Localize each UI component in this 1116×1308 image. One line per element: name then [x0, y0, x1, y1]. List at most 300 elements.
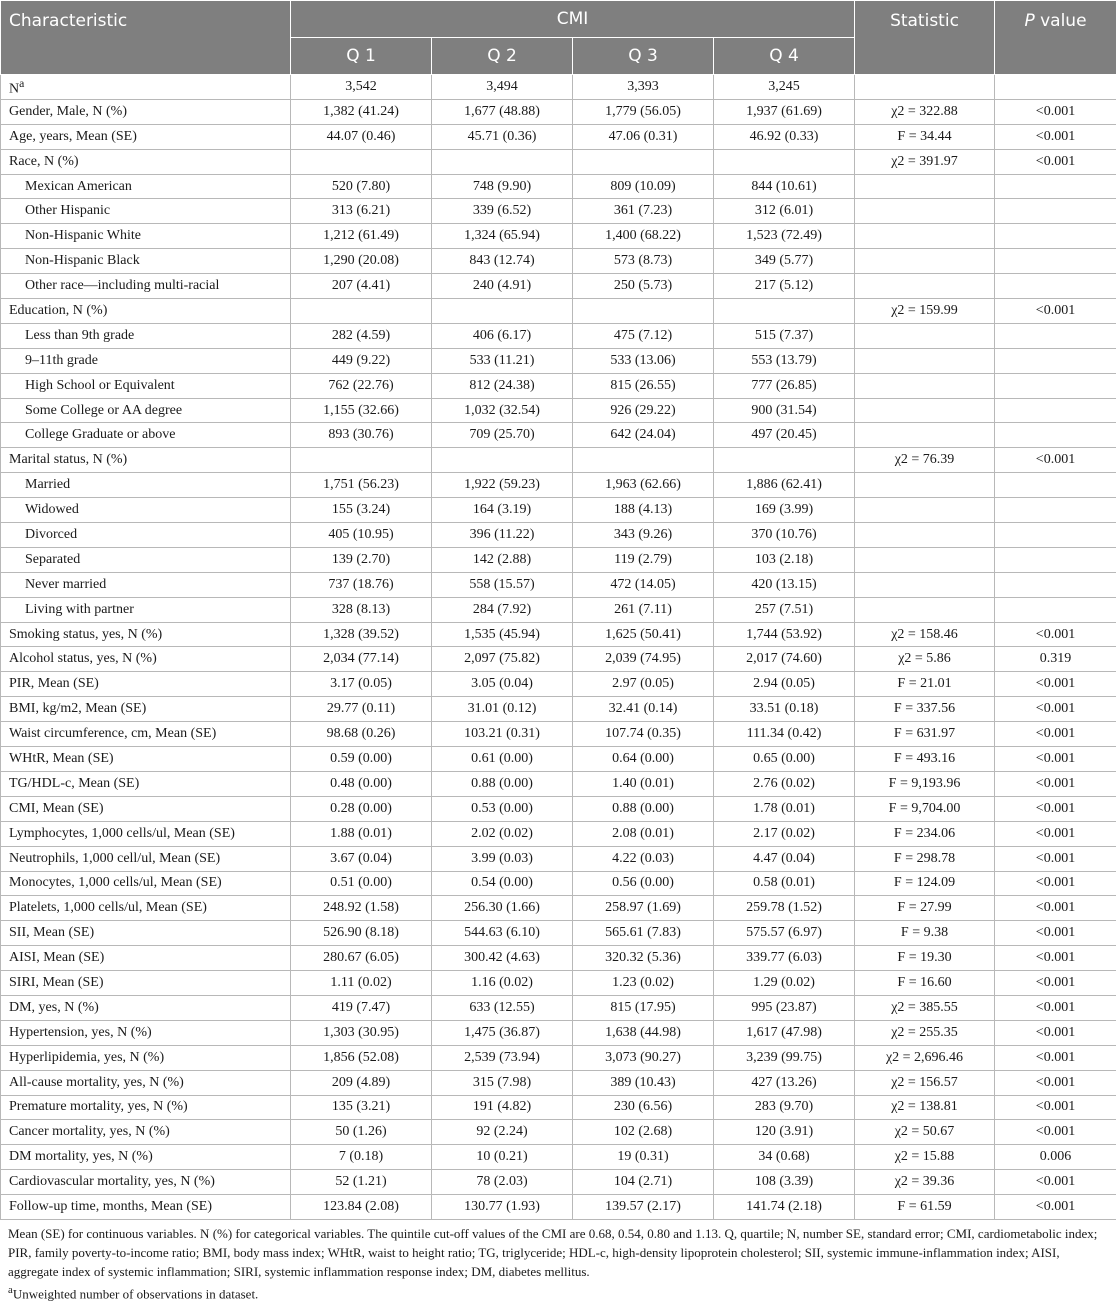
row-label — [1, 1020, 291, 1045]
cell-statistic — [855, 572, 995, 597]
cell-p-value — [995, 249, 1116, 274]
cell-statistic — [855, 423, 995, 448]
cell-statistic: F = 631.97 — [855, 722, 995, 747]
row-label — [1, 199, 291, 224]
cell-q3: 250 (5.73) — [573, 274, 714, 299]
cell-q1: 282 (4.59) — [291, 323, 432, 348]
cell-q3: 815 (26.55) — [573, 373, 714, 398]
cell-q2: 0.61 (0.00) — [432, 747, 573, 772]
cell-q1: 2,034 (77.14) — [291, 647, 432, 672]
cell-p-value — [995, 224, 1116, 249]
row-label — [1, 722, 291, 747]
cell-q2 — [432, 448, 573, 473]
row-label-text: Hyperlipidemia, yes, N (%) — [9, 1049, 165, 1065]
row-label-text: Living with partner — [25, 601, 134, 617]
cell-q4: 0.58 (0.01) — [714, 871, 855, 896]
cell-q2: 45.71 (0.36) — [432, 124, 573, 149]
table-body — [1, 75, 1116, 1220]
cell-q4: 1.78 (0.01) — [714, 796, 855, 821]
cell-p-value — [995, 398, 1116, 423]
cell-q3: 815 (17.95) — [573, 995, 714, 1020]
cell-statistic — [855, 224, 995, 249]
cell-q1: 1,155 (32.66) — [291, 398, 432, 423]
cell-q1: 762 (22.76) — [291, 373, 432, 398]
table-row — [1, 398, 1116, 423]
cell-q1: 313 (6.21) — [291, 199, 432, 224]
cell-q2: 1,475 (36.87) — [432, 1020, 573, 1045]
cell-p-value: <0.001 — [995, 1045, 1116, 1070]
row-label — [1, 323, 291, 348]
row-label-text: Cardiovascular mortality, yes, N (%) — [9, 1174, 215, 1190]
table-row — [1, 99, 1116, 124]
row-label — [1, 622, 291, 647]
cell-q3: 2.08 (0.01) — [573, 821, 714, 846]
cell-q3: 32.41 (0.14) — [573, 697, 714, 722]
row-label — [1, 149, 291, 174]
cell-q3: 3,073 (90.27) — [573, 1045, 714, 1070]
cell-q1: 1.88 (0.01) — [291, 821, 432, 846]
table-row — [1, 1020, 1116, 1045]
table-row — [1, 423, 1116, 448]
cell-statistic — [855, 75, 995, 100]
row-label — [1, 124, 291, 149]
cell-statistic: F = 337.56 — [855, 697, 995, 722]
table-row — [1, 672, 1116, 697]
cell-q4: 108 (3.39) — [714, 1170, 855, 1195]
row-label — [1, 1095, 291, 1120]
cell-q2: 533 (11.21) — [432, 348, 573, 373]
cell-q4: 259.78 (1.52) — [714, 896, 855, 921]
row-label — [1, 75, 291, 100]
cell-q4: 1,617 (47.98) — [714, 1020, 855, 1045]
cell-q3: 107.74 (0.35) — [573, 722, 714, 747]
header-q3: Q 3 — [573, 38, 714, 75]
cell-p-value: <0.001 — [995, 995, 1116, 1020]
cell-q4: 34 (0.68) — [714, 1145, 855, 1170]
cell-p-value — [995, 423, 1116, 448]
cell-q2: 544.63 (6.10) — [432, 921, 573, 946]
cell-q1: 248.92 (1.58) — [291, 896, 432, 921]
cell-q2: 78 (2.03) — [432, 1170, 573, 1195]
cell-q1: 1,382 (41.24) — [291, 99, 432, 124]
cell-q4: 141.74 (2.18) — [714, 1195, 855, 1220]
cell-p-value: <0.001 — [995, 622, 1116, 647]
cell-q1: 1,328 (39.52) — [291, 622, 432, 647]
cell-q4: 553 (13.79) — [714, 348, 855, 373]
cell-q2: 1.16 (0.02) — [432, 971, 573, 996]
cell-statistic — [855, 323, 995, 348]
row-label — [1, 99, 291, 124]
cell-p-value — [995, 274, 1116, 299]
table-row — [1, 871, 1116, 896]
cell-q1: 44.07 (0.46) — [291, 124, 432, 149]
cell-statistic: F = 493.16 — [855, 747, 995, 772]
row-label — [1, 921, 291, 946]
cell-q4: 1,523 (72.49) — [714, 224, 855, 249]
row-label-text: Some College or AA degree — [25, 402, 183, 418]
cell-p-value: <0.001 — [995, 747, 1116, 772]
cell-statistic: χ2 = 255.35 — [855, 1020, 995, 1045]
cell-p-value: <0.001 — [995, 99, 1116, 124]
row-label — [1, 547, 291, 572]
cell-p-value: <0.001 — [995, 672, 1116, 697]
cell-q3: 472 (14.05) — [573, 572, 714, 597]
cell-q1: 50 (1.26) — [291, 1120, 432, 1145]
cell-q1: 1,290 (20.08) — [291, 249, 432, 274]
table-row — [1, 323, 1116, 348]
cell-q3 — [573, 299, 714, 324]
cell-q3: 102 (2.68) — [573, 1120, 714, 1145]
cell-q3: 1,779 (56.05) — [573, 99, 714, 124]
table-header — [1, 1, 1116, 75]
cell-statistic: χ2 = 50.67 — [855, 1120, 995, 1145]
table-row — [1, 448, 1116, 473]
table-row — [1, 722, 1116, 747]
cell-q2: 284 (7.92) — [432, 597, 573, 622]
header-p-italic: P — [1024, 11, 1035, 31]
cell-p-value: <0.001 — [995, 299, 1116, 324]
cell-q4: 3,245 — [714, 75, 855, 100]
cell-q3: 0.56 (0.00) — [573, 871, 714, 896]
cell-statistic — [855, 199, 995, 224]
cell-p-value: <0.001 — [995, 1070, 1116, 1095]
table-row — [1, 896, 1116, 921]
row-label — [1, 1045, 291, 1070]
row-label — [1, 971, 291, 996]
cell-q4: 283 (9.70) — [714, 1095, 855, 1120]
cell-p-value: <0.001 — [995, 1195, 1116, 1220]
cell-q3: 1,638 (44.98) — [573, 1020, 714, 1045]
row-label-text: Neutrophils, 1,000 cell/ul, Mean (SE) — [9, 850, 221, 866]
table-row — [1, 946, 1116, 971]
cell-q4: 844 (10.61) — [714, 174, 855, 199]
cell-q1: 449 (9.22) — [291, 348, 432, 373]
row-label — [1, 423, 291, 448]
header-p-rest: value — [1034, 11, 1087, 31]
cell-q4: 2.17 (0.02) — [714, 821, 855, 846]
row-label — [1, 1070, 291, 1095]
cell-statistic: χ2 = 159.99 — [855, 299, 995, 324]
cell-q2: 396 (11.22) — [432, 523, 573, 548]
row-label-text: DM, yes, N (%) — [9, 999, 99, 1015]
cell-q2: 3.99 (0.03) — [432, 846, 573, 871]
cell-q4: 497 (20.45) — [714, 423, 855, 448]
cell-q1: 419 (7.47) — [291, 995, 432, 1020]
row-label-text: Other race—including multi-racial — [25, 278, 220, 294]
table-row — [1, 1095, 1116, 1120]
cell-q3: 4.22 (0.03) — [573, 846, 714, 871]
cell-q2: 812 (24.38) — [432, 373, 573, 398]
cell-q3: 2,039 (74.95) — [573, 647, 714, 672]
row-label-text: Marital status, N (%) — [9, 452, 128, 468]
cell-q4: 4.47 (0.04) — [714, 846, 855, 871]
row-label-text: Monocytes, 1,000 cells/ul, Mean (SE) — [9, 875, 222, 891]
row-label-text: Lymphocytes, 1,000 cells/ul, Mean (SE) — [9, 825, 235, 841]
cell-q2: 0.88 (0.00) — [432, 771, 573, 796]
cell-q3: 565.61 (7.83) — [573, 921, 714, 946]
cell-p-value: <0.001 — [995, 697, 1116, 722]
cell-q4: 575.57 (6.97) — [714, 921, 855, 946]
cell-q1: 737 (18.76) — [291, 572, 432, 597]
row-label-text: CMI, Mean (SE) — [9, 800, 104, 816]
cell-q2: 843 (12.74) — [432, 249, 573, 274]
table-row — [1, 249, 1116, 274]
cell-statistic: F = 61.59 — [855, 1195, 995, 1220]
cell-q1: 135 (3.21) — [291, 1095, 432, 1120]
footnote-note-text: Unweighted number of observations in dataset. — [12, 1286, 259, 1302]
cell-q1: 207 (4.41) — [291, 274, 432, 299]
footnote-note — [8, 1281, 1108, 1303]
cell-q3: 475 (7.12) — [573, 323, 714, 348]
cell-statistic: χ2 = 39.36 — [855, 1170, 995, 1195]
header-q1: Q 1 — [291, 38, 432, 75]
cell-p-value: <0.001 — [995, 821, 1116, 846]
cell-statistic: F = 9,193.96 — [855, 771, 995, 796]
cell-q2: 748 (9.90) — [432, 174, 573, 199]
table-row — [1, 373, 1116, 398]
cell-q3: 533 (13.06) — [573, 348, 714, 373]
row-label-text: TG/HDL-c, Mean (SE) — [9, 775, 140, 791]
cell-q1: 893 (30.76) — [291, 423, 432, 448]
table-row — [1, 124, 1116, 149]
cell-q1: 1,212 (61.49) — [291, 224, 432, 249]
cell-q1: 1,751 (56.23) — [291, 473, 432, 498]
cell-q3: 343 (9.26) — [573, 523, 714, 548]
cell-q4: 103 (2.18) — [714, 547, 855, 572]
cell-q3: 258.97 (1.69) — [573, 896, 714, 921]
cell-q4: 995 (23.87) — [714, 995, 855, 1020]
row-label-text: Cancer mortality, yes, N (%) — [9, 1124, 170, 1140]
cell-p-value — [995, 523, 1116, 548]
row-label — [1, 1170, 291, 1195]
cell-q3: 809 (10.09) — [573, 174, 714, 199]
cell-q3: 1,963 (62.66) — [573, 473, 714, 498]
row-label-text: WHtR, Mean (SE) — [9, 750, 114, 766]
row-label-text: Widowed — [25, 502, 79, 518]
cell-q1: 0.51 (0.00) — [291, 871, 432, 896]
table-row — [1, 174, 1116, 199]
cell-statistic: F = 234.06 — [855, 821, 995, 846]
cell-q2: 3.05 (0.04) — [432, 672, 573, 697]
row-label — [1, 174, 291, 199]
table-row — [1, 796, 1116, 821]
row-label — [1, 896, 291, 921]
cell-q2: 240 (4.91) — [432, 274, 573, 299]
footnote-text: Mean (SE) for continuous variables. N (%) for categorical variables. The quintile cut-off values of the CMI are 0.68, 0.54, 0.80 and 1.13. Q, quartile; N, number SE, standard error; CMI, cardiometabolic index; PIR, family poverty-to-income ratio; BMI, body mass index; WHtR, waist to height ratio; TG, triglyceride; HDL-c, high-density lipoprotein cholesterol; SII, systemic immune-inflammation index; AISI, aggregate index of systemic inflammation; SIRI, systemic inflammation response index; DM, diabetes mellitus. — [8, 1225, 1098, 1279]
cell-statistic: χ2 = 385.55 — [855, 995, 995, 1020]
cell-p-value — [995, 174, 1116, 199]
table-row — [1, 647, 1116, 672]
table-row — [1, 224, 1116, 249]
cell-q2: 2,097 (75.82) — [432, 647, 573, 672]
cell-statistic — [855, 373, 995, 398]
cell-statistic: χ2 = 76.39 — [855, 448, 995, 473]
row-label-text: N — [9, 81, 20, 97]
row-label-text: All-cause mortality, yes, N (%) — [9, 1074, 184, 1090]
cell-statistic: χ2 = 158.46 — [855, 622, 995, 647]
cell-q1 — [291, 149, 432, 174]
cell-q2: 92 (2.24) — [432, 1120, 573, 1145]
table-row — [1, 597, 1116, 622]
cell-p-value: <0.001 — [995, 796, 1116, 821]
cell-q1: 155 (3.24) — [291, 498, 432, 523]
cell-q3: 47.06 (0.31) — [573, 124, 714, 149]
table-footnotes — [0, 1220, 1116, 1303]
cell-statistic: χ2 = 15.88 — [855, 1145, 995, 1170]
cell-q3: 389 (10.43) — [573, 1070, 714, 1095]
cell-q4: 427 (13.26) — [714, 1070, 855, 1095]
header-statistic: Statistic — [855, 1, 995, 75]
cell-p-value — [995, 348, 1116, 373]
cell-p-value: <0.001 — [995, 771, 1116, 796]
row-label — [1, 373, 291, 398]
cell-q3: 320.32 (5.36) — [573, 946, 714, 971]
row-label — [1, 498, 291, 523]
row-label — [1, 995, 291, 1020]
row-label-text: Age, years, Mean (SE) — [9, 128, 137, 144]
table-row — [1, 771, 1116, 796]
row-label — [1, 597, 291, 622]
cell-q4: 349 (5.77) — [714, 249, 855, 274]
cell-q1: 0.59 (0.00) — [291, 747, 432, 772]
cell-statistic: F = 19.30 — [855, 946, 995, 971]
cell-q4: 900 (31.54) — [714, 398, 855, 423]
cell-q4 — [714, 149, 855, 174]
cell-q4: 1.29 (0.02) — [714, 971, 855, 996]
cell-p-value — [995, 373, 1116, 398]
row-label — [1, 747, 291, 772]
cell-q1: 1.11 (0.02) — [291, 971, 432, 996]
cell-statistic: χ2 = 322.88 — [855, 99, 995, 124]
cell-q2: 633 (12.55) — [432, 995, 573, 1020]
cell-p-value — [995, 199, 1116, 224]
row-label — [1, 647, 291, 672]
cell-p-value: <0.001 — [995, 846, 1116, 871]
cell-statistic — [855, 473, 995, 498]
table-row — [1, 274, 1116, 299]
row-label — [1, 796, 291, 821]
cell-q3: 230 (6.56) — [573, 1095, 714, 1120]
header-p-value — [995, 1, 1116, 75]
cell-statistic: F = 27.99 — [855, 896, 995, 921]
cell-p-value: <0.001 — [995, 921, 1116, 946]
cell-q4: 777 (26.85) — [714, 373, 855, 398]
cell-q2: 164 (3.19) — [432, 498, 573, 523]
cell-q1: 405 (10.95) — [291, 523, 432, 548]
cell-q3: 19 (0.31) — [573, 1145, 714, 1170]
cell-q4: 420 (13.15) — [714, 572, 855, 597]
table-row — [1, 995, 1116, 1020]
cell-statistic: F = 9.38 — [855, 921, 995, 946]
table-row — [1, 299, 1116, 324]
cell-p-value: <0.001 — [995, 448, 1116, 473]
cell-q1: 3,542 — [291, 75, 432, 100]
row-label — [1, 771, 291, 796]
cell-q3: 642 (24.04) — [573, 423, 714, 448]
table-row — [1, 1170, 1116, 1195]
cell-q2: 709 (25.70) — [432, 423, 573, 448]
cell-q2: 406 (6.17) — [432, 323, 573, 348]
cell-q3: 119 (2.79) — [573, 547, 714, 572]
table-row — [1, 1120, 1116, 1145]
cell-p-value: <0.001 — [995, 149, 1116, 174]
row-label-text: SII, Mean (SE) — [9, 925, 95, 941]
cell-q2: 1,922 (59.23) — [432, 473, 573, 498]
cell-statistic: F = 34.44 — [855, 124, 995, 149]
cell-q1: 520 (7.80) — [291, 174, 432, 199]
cell-q2: 103.21 (0.31) — [432, 722, 573, 747]
cell-q3: 573 (8.73) — [573, 249, 714, 274]
cell-q1: 209 (4.89) — [291, 1070, 432, 1095]
row-label-text: DM mortality, yes, N (%) — [9, 1149, 153, 1165]
cell-q3: 1,625 (50.41) — [573, 622, 714, 647]
cell-q3: 926 (29.22) — [573, 398, 714, 423]
cell-q3: 139.57 (2.17) — [573, 1195, 714, 1220]
row-label-text: Non-Hispanic White — [25, 228, 141, 244]
cell-p-value: 0.319 — [995, 647, 1116, 672]
cell-q1: 52 (1.21) — [291, 1170, 432, 1195]
cell-p-value: <0.001 — [995, 722, 1116, 747]
table-row — [1, 622, 1116, 647]
row-label-text: Separated — [25, 551, 81, 567]
cell-p-value: <0.001 — [995, 1120, 1116, 1145]
row-label — [1, 1120, 291, 1145]
cell-statistic — [855, 398, 995, 423]
cell-statistic — [855, 274, 995, 299]
cell-q2: 191 (4.82) — [432, 1095, 573, 1120]
cell-q1: 139 (2.70) — [291, 547, 432, 572]
cell-q4: 1,886 (62.41) — [714, 473, 855, 498]
cell-q3: 361 (7.23) — [573, 199, 714, 224]
cell-q2: 315 (7.98) — [432, 1070, 573, 1095]
cell-p-value: 0.006 — [995, 1145, 1116, 1170]
cell-q4: 3,239 (99.75) — [714, 1045, 855, 1070]
table-row — [1, 572, 1116, 597]
table-row — [1, 199, 1116, 224]
row-label-text: Education, N (%) — [9, 302, 108, 318]
cell-q1: 328 (8.13) — [291, 597, 432, 622]
cell-q4: 217 (5.12) — [714, 274, 855, 299]
cell-q4: 120 (3.91) — [714, 1120, 855, 1145]
cell-q1: 0.28 (0.00) — [291, 796, 432, 821]
row-label — [1, 572, 291, 597]
cell-q2: 3,494 — [432, 75, 573, 100]
cell-q3: 0.64 (0.00) — [573, 747, 714, 772]
cell-q3: 1.40 (0.01) — [573, 771, 714, 796]
cell-q2: 1,535 (45.94) — [432, 622, 573, 647]
row-label-text: Premature mortality, yes, N (%) — [9, 1099, 188, 1115]
row-label — [1, 1145, 291, 1170]
row-label-sup: a — [19, 76, 25, 90]
cell-q3: 0.88 (0.00) — [573, 796, 714, 821]
cell-q2 — [432, 299, 573, 324]
cell-statistic — [855, 547, 995, 572]
cell-q4: 0.65 (0.00) — [714, 747, 855, 772]
cell-q1: 280.67 (6.05) — [291, 946, 432, 971]
table-row — [1, 921, 1116, 946]
cell-q3 — [573, 448, 714, 473]
cell-q4 — [714, 448, 855, 473]
cell-statistic: χ2 = 391.97 — [855, 149, 995, 174]
cell-q4: 312 (6.01) — [714, 199, 855, 224]
row-label — [1, 473, 291, 498]
cell-q2: 2,539 (73.94) — [432, 1045, 573, 1070]
table-row — [1, 1145, 1116, 1170]
cell-q1: 526.90 (8.18) — [291, 921, 432, 946]
cell-q4: 257 (7.51) — [714, 597, 855, 622]
cell-q2: 558 (15.57) — [432, 572, 573, 597]
table-row — [1, 821, 1116, 846]
